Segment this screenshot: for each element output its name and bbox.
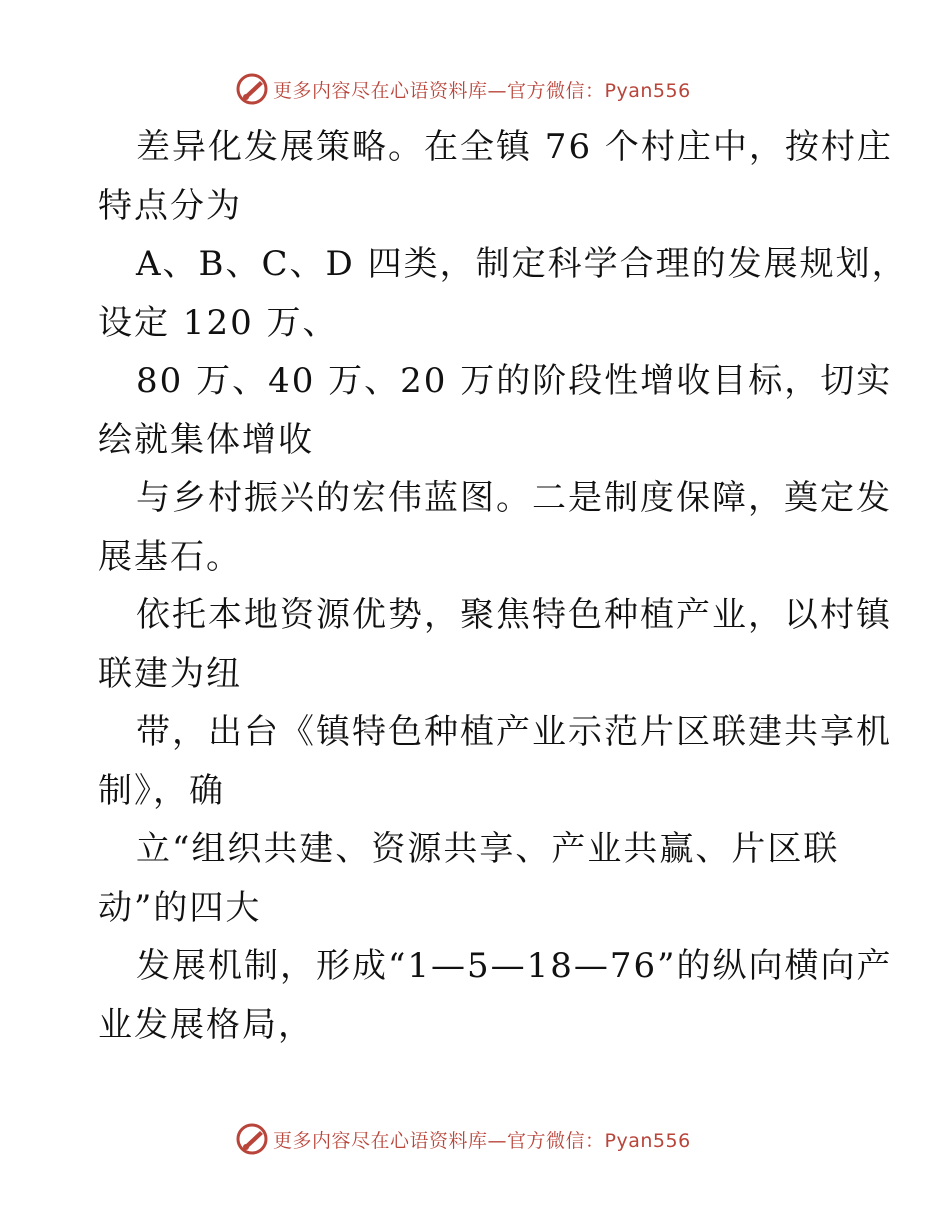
- text-line: 带，出台《镇特色种植产业示范片区联建共享机: [136, 712, 892, 752]
- text-line: 联建为纽: [98, 653, 242, 694]
- watermark-text: 更多内容尽在心语资料库—官方微信：Pyan556: [273, 79, 691, 102]
- text-line: 制》，确: [98, 770, 225, 811]
- text-line: 80 万、40 万、20 万的阶段性增收目标，切实: [136, 361, 893, 401]
- text-line: 发展机制，形成“1—5—18—76”的纵向横向产: [136, 946, 893, 986]
- document-body: [98, 118, 908, 1054]
- watermark-text: 更多内容尽在心语资料库—官方微信：Pyan556: [273, 1129, 691, 1152]
- text-line: 特点分为: [98, 185, 242, 226]
- text-line: 差异化发展策略。在全镇 76 个村庄中，按村庄: [136, 127, 893, 167]
- text-line: A、B、C、D 四类，制定科学合理的发展规划，: [136, 244, 908, 284]
- text-line: 设定 120 万、: [98, 302, 339, 343]
- text-line: 动”的四大: [98, 887, 262, 928]
- footer-watermark: [235, 1122, 691, 1156]
- text-line: 立“组织共建、资源共享、产业共赢、片区联: [136, 829, 840, 869]
- text-line: 依托本地资源优势，聚焦特色种植产业，以村镇: [136, 595, 892, 635]
- watermark-logo-icon: [235, 72, 269, 106]
- watermark-logo-icon: [235, 1122, 269, 1156]
- text-line: 绘就集体增收: [98, 419, 314, 460]
- header-watermark: [235, 72, 691, 106]
- text-line: 业发展格局，: [98, 1004, 314, 1045]
- text-line: 展基石。: [98, 536, 242, 577]
- text-line: 与乡村振兴的宏伟蓝图。二是制度保障，奠定发: [136, 478, 892, 518]
